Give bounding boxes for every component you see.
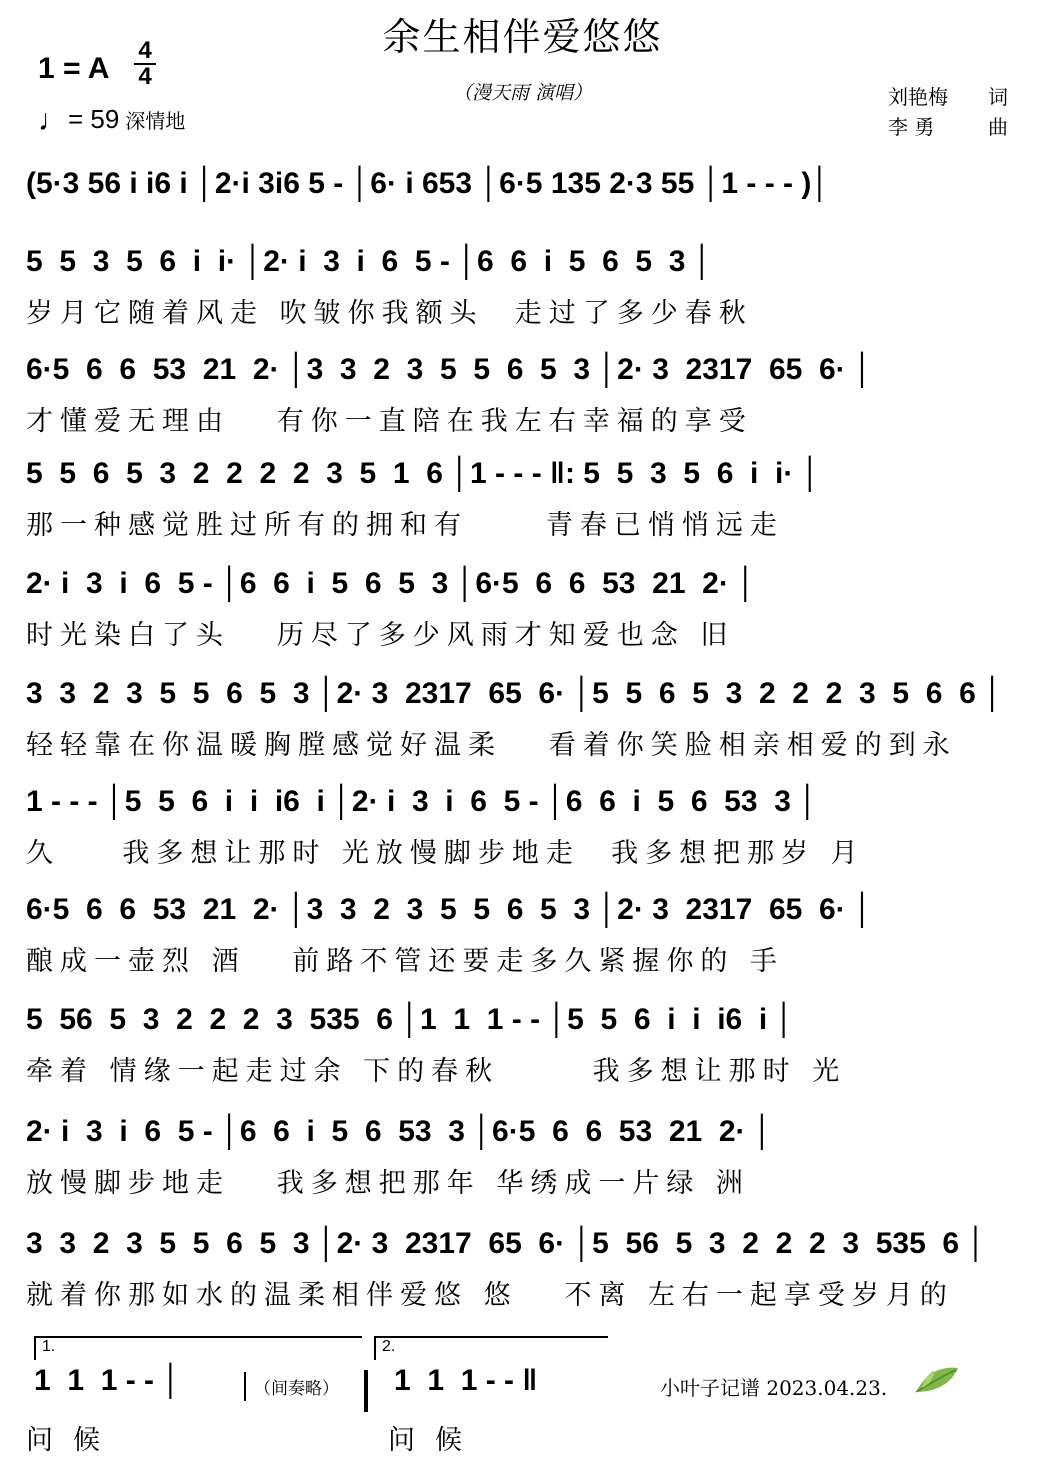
volta-1-notes: 1 1 1 - - │ [34,1364,182,1397]
notation-row: 2· i 3 i 6 5 - │6 6 i 5 6 53 3 │6·5 6 6 53 21 2· │ [26,1115,773,1148]
volta-bracket-2 [374,1336,608,1360]
score-line [26,990,1022,1098]
score-line [26,232,1022,340]
expression-mark: 深情地 [125,109,186,133]
lyricist-role: 词 [988,85,1008,109]
notation-row: 2· i 3 i 6 5 - │6 6 i 5 6 5 3 │6·5 6 6 53 21 2· │ [26,567,756,600]
notation-row: 3 3 2 3 5 5 6 5 3 │2· 3 2317 65 6· │5 5 6 5 3 2 2 2 3 5 6 6 │ [26,677,1003,710]
lyricist-credit [888,82,1008,112]
notation-row: 6·5 6 6 53 21 2· │3 3 2 3 5 5 6 5 3 │2· 3 2317 65 6· │ [26,353,873,386]
time-signature [132,37,158,90]
notation-row: 5 56 5 3 2 2 2 3 535 6 │1 1 1 - - │5 5 6 i i i6 i │ [26,1003,795,1036]
tempo-marking [38,104,185,138]
composer-name: 李 勇 [888,115,935,139]
score-line [26,880,1022,988]
key-signature: 1 = A [38,52,110,85]
volta-2-label: 2. [382,1338,396,1355]
volta-1-label: 1. [42,1338,56,1355]
score-line [26,444,1022,552]
singer-credit: （漫天雨 演唱） [452,82,593,104]
ending-lyrics-2: 问候 [388,1425,482,1456]
composer-credit [888,112,1008,142]
repeat-end-barline [364,1370,368,1412]
score-line [26,554,1022,662]
notation-row: (5·3 56 i i6 i │2·i 3i6 5 - │6· i 653 │6·5 135 2·3 55 │1 - - - )│ [26,167,831,200]
score-line [26,772,1022,880]
leaf-icon [912,1362,962,1396]
lyrics-row: 岁月它随着风走 吹皱你我额头 走过了多少春秋 [26,298,753,329]
lyrics-row: 放慢脚步地走 我多想把那年 华绣成一片绿 洲 [26,1168,750,1199]
notation-row: 6·5 6 6 53 21 2· │3 3 2 3 5 5 6 5 3 │2· 3 2317 65 6· │ [26,893,873,926]
lyrics-row: 轻轻靠在你温暖胸膛感觉好温柔 看着你笑脸相亲相爱的到永 [26,730,957,761]
song-title: 余生相伴爱悠悠 [382,15,663,59]
notation-row: 1 - - - │5 5 6 i i i6 i │2· i 3 i 6 5 - │6 6 i 5 6 53 3 │ [26,785,818,818]
lyrics-row: 酿成一壶烈 酒 前路不管还要走多久紧握你的 手 [26,946,784,977]
notation-row: 5 5 3 5 6 i i· │2· i 3 i 6 5 - │6 6 i 5 6 5 3 │ [26,245,713,278]
lyrics-row: 时光染白了头 历尽了多少风雨才知爱也念 旧 [26,620,735,651]
ending-section [26,1336,614,1456]
lyrics-row: 才懂爱无理由 有你一直陪在我左右幸福的享受 [26,406,753,437]
composer-role: 曲 [988,115,1008,139]
time-signature-bottom: 4 [138,63,152,90]
notation-row: 5 5 6 5 3 2 2 2 2 3 5 1 6 │1 - - - ‖: 5 5 3 5 6 i i· │ [26,457,821,490]
lyrics-row: 久 我多想让那时 光放慢脚步地走 我多想把那岁 月 [26,838,865,869]
lyricist-name: 刘艳梅 [888,85,948,109]
score-line [26,664,1022,772]
ending-lyrics-1: 问候 [26,1425,120,1456]
tempo-value: = 59 [68,104,120,134]
lyrics-row: 就着你那如水的温柔相伴爱悠 悠 不离 左右一起享受岁月的 [26,1280,954,1311]
score-line [26,340,1022,448]
volta-2-notes: 1 1 1 - - ‖ [394,1364,538,1397]
time-signature-top: 4 [138,37,152,64]
score-line [26,1214,1022,1322]
notation-row: 3 3 2 3 5 5 6 5 3 │2· 3 2317 65 6· │5 56 5 3 2 2 2 3 535 6 │ [26,1227,987,1260]
transcriber-signature: 小叶子记谱 2023.04.23. [660,1376,888,1400]
volta-bracket-1 [34,1336,362,1360]
quarter-note-icon: ♩ [38,104,68,137]
interlude-note: （间奏略） [244,1372,347,1401]
score-line [26,1102,1022,1210]
lyrics-row: 牵着 情缘一起走过余 下的春秋 我多想让那时 光 [26,1056,847,1087]
lyrics-row: 那一种感觉胜过所有的拥和有 青春已悄悄远走 [26,510,784,541]
credits [888,82,1008,142]
